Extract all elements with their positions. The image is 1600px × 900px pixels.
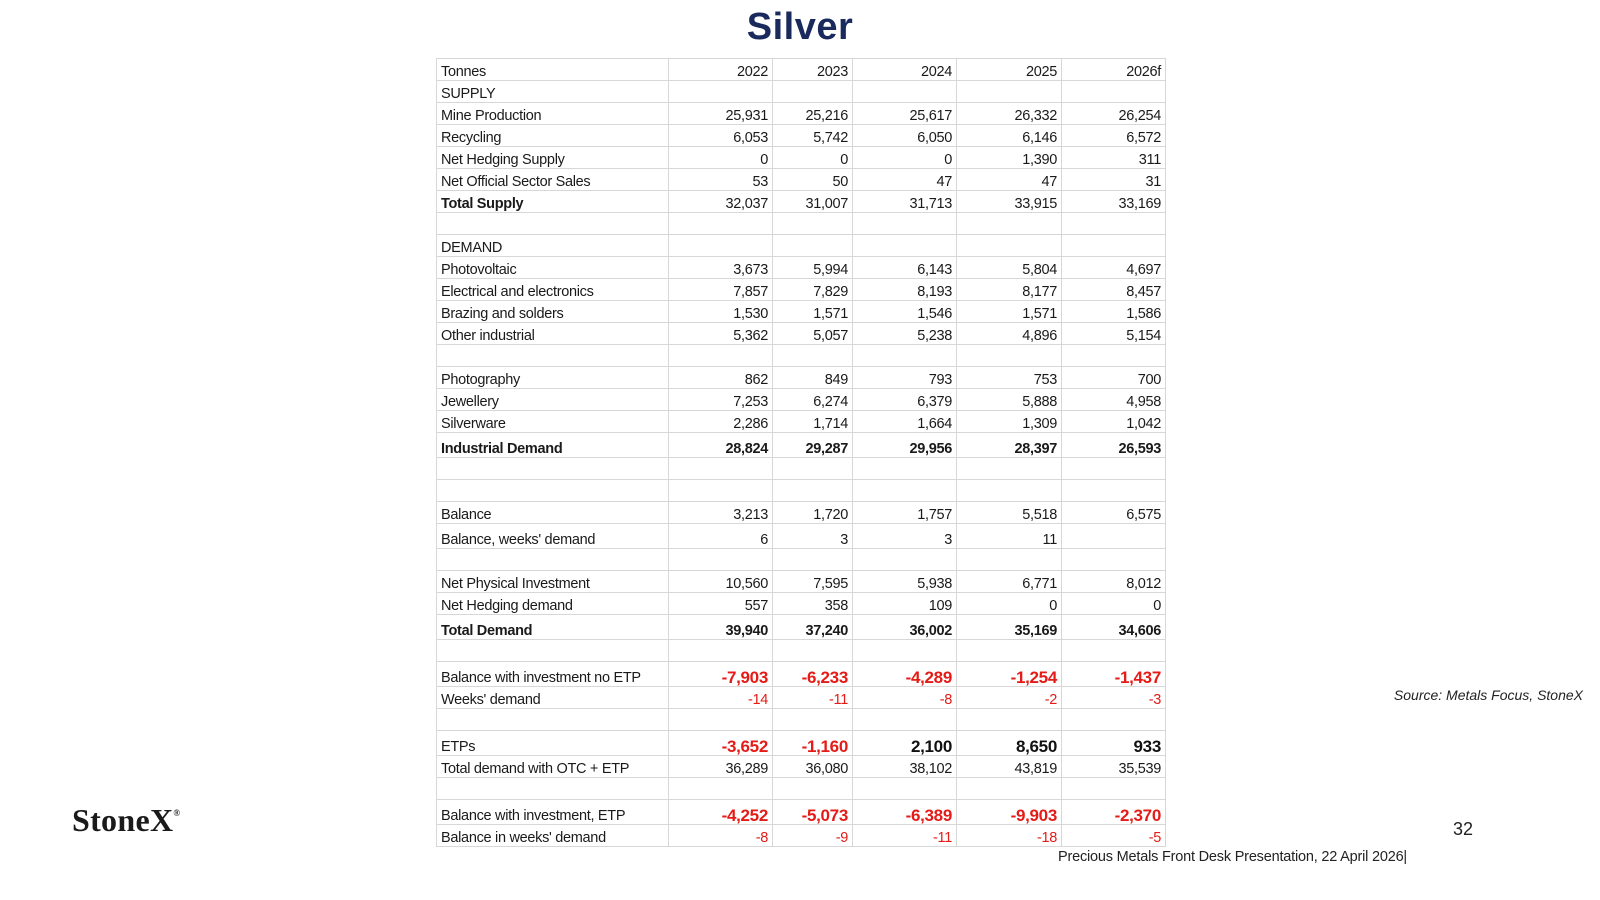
empty-row <box>437 778 1166 800</box>
table-row <box>437 389 1166 411</box>
logo-mark: ® <box>173 808 181 818</box>
cell-value: 29,956 <box>853 433 957 458</box>
row-label: Brazing and solders <box>437 301 669 323</box>
silver-balance-table <box>436 58 1166 847</box>
cell-value: 43,819 <box>957 756 1062 778</box>
cell-value: 4,896 <box>957 323 1062 345</box>
cell-value: -11 <box>773 687 853 709</box>
year-header: 2022 <box>669 59 773 81</box>
cell-value: 7,253 <box>669 389 773 411</box>
cell-value: 28,397 <box>957 433 1062 458</box>
cell-value: 35,539 <box>1062 756 1166 778</box>
cell-value: 5,888 <box>957 389 1062 411</box>
table-row <box>437 257 1166 279</box>
table-row <box>437 191 1166 213</box>
cell-value: 0 <box>1062 593 1166 615</box>
row-label: Balance in weeks' demand <box>437 825 669 847</box>
year-header: 2024 <box>853 59 957 81</box>
cell-value: 4,958 <box>1062 389 1166 411</box>
cell-value: 5,938 <box>853 571 957 593</box>
cell-value: 1,714 <box>773 411 853 433</box>
cell-value: -6,233 <box>773 662 853 687</box>
cell-value: 26,332 <box>957 103 1062 125</box>
cell-value: 29,287 <box>773 433 853 458</box>
table-row <box>437 367 1166 389</box>
empty-row <box>437 709 1166 731</box>
cell-value: 1,720 <box>773 502 853 524</box>
table-row <box>437 125 1166 147</box>
cell-value: 933 <box>1062 731 1166 756</box>
header-label: Tonnes <box>437 59 669 81</box>
cell-value: 35,169 <box>957 615 1062 640</box>
cell-value: 557 <box>669 593 773 615</box>
cell-value: 5,057 <box>773 323 853 345</box>
table-row <box>437 825 1166 847</box>
cell-value: 5,742 <box>773 125 853 147</box>
table-row <box>437 731 1166 756</box>
table-row <box>437 593 1166 615</box>
cell-value: 358 <box>773 593 853 615</box>
cell-value: 33,915 <box>957 191 1062 213</box>
cell-value: -9 <box>773 825 853 847</box>
cell-value: 8,177 <box>957 279 1062 301</box>
empty-row <box>437 640 1166 662</box>
stonex-logo <box>72 802 180 839</box>
cell-value: 1,571 <box>773 301 853 323</box>
cell-value: 26,254 <box>1062 103 1166 125</box>
cell-value: 50 <box>773 169 853 191</box>
table-row <box>437 433 1166 458</box>
row-label: Industrial Demand <box>437 433 669 458</box>
row-label: ETPs <box>437 731 669 756</box>
cell-value: -11 <box>853 825 957 847</box>
cell-value: 109 <box>853 593 957 615</box>
table-row <box>437 687 1166 709</box>
cell-value: 7,595 <box>773 571 853 593</box>
cell-value: -9,903 <box>957 800 1062 825</box>
table-row <box>437 800 1166 825</box>
cell-value: -7,903 <box>669 662 773 687</box>
cell-value: -4,252 <box>669 800 773 825</box>
cell-value: -18 <box>957 825 1062 847</box>
cell-value: 33,169 <box>1062 191 1166 213</box>
cell-value: 47 <box>957 169 1062 191</box>
row-label: Electrical and electronics <box>437 279 669 301</box>
cell-value: 47 <box>853 169 957 191</box>
cell-value: -3 <box>1062 687 1166 709</box>
row-label: Net Hedging demand <box>437 593 669 615</box>
row-label: Recycling <box>437 125 669 147</box>
cell-value: 5,238 <box>853 323 957 345</box>
cell-value: 6,572 <box>1062 125 1166 147</box>
cell-value: 862 <box>669 367 773 389</box>
cell-value: 8,457 <box>1062 279 1166 301</box>
cell-value: 38,102 <box>853 756 957 778</box>
cell-value: -8 <box>853 687 957 709</box>
cell-value: 36,002 <box>853 615 957 640</box>
table-row <box>437 279 1166 301</box>
cell-value: 0 <box>773 147 853 169</box>
cell-value: 1,757 <box>853 502 957 524</box>
cell-value: -1,437 <box>1062 662 1166 687</box>
row-label: Total Supply <box>437 191 669 213</box>
cell-value: 25,216 <box>773 103 853 125</box>
cell-value: 5,154 <box>1062 323 1166 345</box>
cell-value: 6,053 <box>669 125 773 147</box>
page-number: 32 <box>1453 819 1474 839</box>
page-title: Silver <box>746 6 854 48</box>
year-header: 2025 <box>957 59 1062 81</box>
cell-value: 53 <box>669 169 773 191</box>
cell-value: 6,379 <box>853 389 957 411</box>
cell-value: 3 <box>773 524 853 549</box>
row-label: Total Demand <box>437 615 669 640</box>
cell-value: -5 <box>1062 825 1166 847</box>
row-label: Mine Production <box>437 103 669 125</box>
cell-value: 2,286 <box>669 411 773 433</box>
cell-value: 6,050 <box>853 125 957 147</box>
cell-value: 0 <box>957 593 1062 615</box>
table-row <box>437 323 1166 345</box>
cell-value: 3 <box>853 524 957 549</box>
cell-value: 8,193 <box>853 279 957 301</box>
cell-value: 5,994 <box>773 257 853 279</box>
cell-value: 10,560 <box>669 571 773 593</box>
row-label: Balance <box>437 502 669 524</box>
table-row <box>437 571 1166 593</box>
cell-value: 34,606 <box>1062 615 1166 640</box>
cell-value: 849 <box>773 367 853 389</box>
logo-text: StoneX <box>72 802 174 838</box>
table-header-row <box>437 59 1166 81</box>
cell-value: -1,160 <box>773 731 853 756</box>
cell-value: -6,389 <box>853 800 957 825</box>
cell-value: 6,771 <box>957 571 1062 593</box>
cell-value: 1,309 <box>957 411 1062 433</box>
empty-row <box>437 549 1166 571</box>
table-row <box>437 502 1166 524</box>
cell-value: 0 <box>853 147 957 169</box>
cell-value: 3,213 <box>669 502 773 524</box>
cell-value: 8,650 <box>957 731 1062 756</box>
table-row <box>437 662 1166 687</box>
row-label: Balance with investment, ETP <box>437 800 669 825</box>
empty-row <box>437 345 1166 367</box>
table-row <box>437 147 1166 169</box>
cell-value: 1,390 <box>957 147 1062 169</box>
year-header: 2026f <box>1062 59 1166 81</box>
row-label: Photovoltaic <box>437 257 669 279</box>
table-row <box>437 756 1166 778</box>
table-row <box>437 169 1166 191</box>
cell-value: 31,713 <box>853 191 957 213</box>
row-label: Silverware <box>437 411 669 433</box>
cell-value: 7,857 <box>669 279 773 301</box>
section-heading: DEMAND <box>437 235 669 257</box>
row-label: Weeks' demand <box>437 687 669 709</box>
cell-value: 1,571 <box>957 301 1062 323</box>
cell-value: 36,289 <box>669 756 773 778</box>
cell-value: 793 <box>853 367 957 389</box>
cell-value: 311 <box>1062 147 1166 169</box>
empty-row <box>437 458 1166 480</box>
section-heading: SUPPLY <box>437 81 669 103</box>
table-row <box>437 524 1166 549</box>
cell-value: -1,254 <box>957 662 1062 687</box>
cell-value: 32,037 <box>669 191 773 213</box>
cell-value: 39,940 <box>669 615 773 640</box>
cell-value: 1,664 <box>853 411 957 433</box>
cell-value: -4,289 <box>853 662 957 687</box>
cell-value: -14 <box>669 687 773 709</box>
table-row <box>437 301 1166 323</box>
cell-value: 25,617 <box>853 103 957 125</box>
row-label: Other industrial <box>437 323 669 345</box>
cell-value: 1,042 <box>1062 411 1166 433</box>
cell-value: 5,804 <box>957 257 1062 279</box>
cell-value: 31 <box>1062 169 1166 191</box>
source-note: Source: Metals Focus, StoneX <box>1393 687 1583 703</box>
row-label: Jewellery <box>437 389 669 411</box>
cell-value: 5,518 <box>957 502 1062 524</box>
row-label: Net Physical Investment <box>437 571 669 593</box>
cell-value: 8,012 <box>1062 571 1166 593</box>
cell-value: 6,143 <box>853 257 957 279</box>
cell-value: 6 <box>669 524 773 549</box>
cell-value: -8 <box>669 825 773 847</box>
cell-value: -2,370 <box>1062 800 1166 825</box>
cell-value: 31,007 <box>773 191 853 213</box>
row-label: Net Official Sector Sales <box>437 169 669 191</box>
row-label: Balance with investment no ETP <box>437 662 669 687</box>
cell-value: 753 <box>957 367 1062 389</box>
cell-value: 1,586 <box>1062 301 1166 323</box>
section-heading-row <box>437 235 1166 257</box>
cell-value: 1,546 <box>853 301 957 323</box>
cell-value: 6,575 <box>1062 502 1166 524</box>
cell-value: 28,824 <box>669 433 773 458</box>
table-row <box>437 411 1166 433</box>
cell-value: 37,240 <box>773 615 853 640</box>
row-label: Net Hedging Supply <box>437 147 669 169</box>
cell-value: 3,673 <box>669 257 773 279</box>
section-heading-row <box>437 81 1166 103</box>
empty-row <box>437 480 1166 502</box>
cell-value: -5,073 <box>773 800 853 825</box>
cell-value <box>1062 524 1166 549</box>
cell-value: -3,652 <box>669 731 773 756</box>
cell-value: 6,146 <box>957 125 1062 147</box>
row-label: Photography <box>437 367 669 389</box>
footer-text: Precious Metals Front Desk Presentation, 22 April 2026| <box>1058 849 1408 865</box>
row-label: Balance, weeks' demand <box>437 524 669 549</box>
cell-value: -2 <box>957 687 1062 709</box>
cell-value: 7,829 <box>773 279 853 301</box>
cell-value: 36,080 <box>773 756 853 778</box>
cell-value: 2,100 <box>853 731 957 756</box>
table-row <box>437 103 1166 125</box>
empty-row <box>437 213 1166 235</box>
cell-value: 6,274 <box>773 389 853 411</box>
cell-value: 26,593 <box>1062 433 1166 458</box>
table-row <box>437 615 1166 640</box>
cell-value: 11 <box>957 524 1062 549</box>
cell-value: 700 <box>1062 367 1166 389</box>
year-header: 2023 <box>773 59 853 81</box>
cell-value: 1,530 <box>669 301 773 323</box>
cell-value: 4,697 <box>1062 257 1166 279</box>
cell-value: 0 <box>669 147 773 169</box>
cell-value: 5,362 <box>669 323 773 345</box>
row-label: Total demand with OTC + ETP <box>437 756 669 778</box>
cell-value: 25,931 <box>669 103 773 125</box>
